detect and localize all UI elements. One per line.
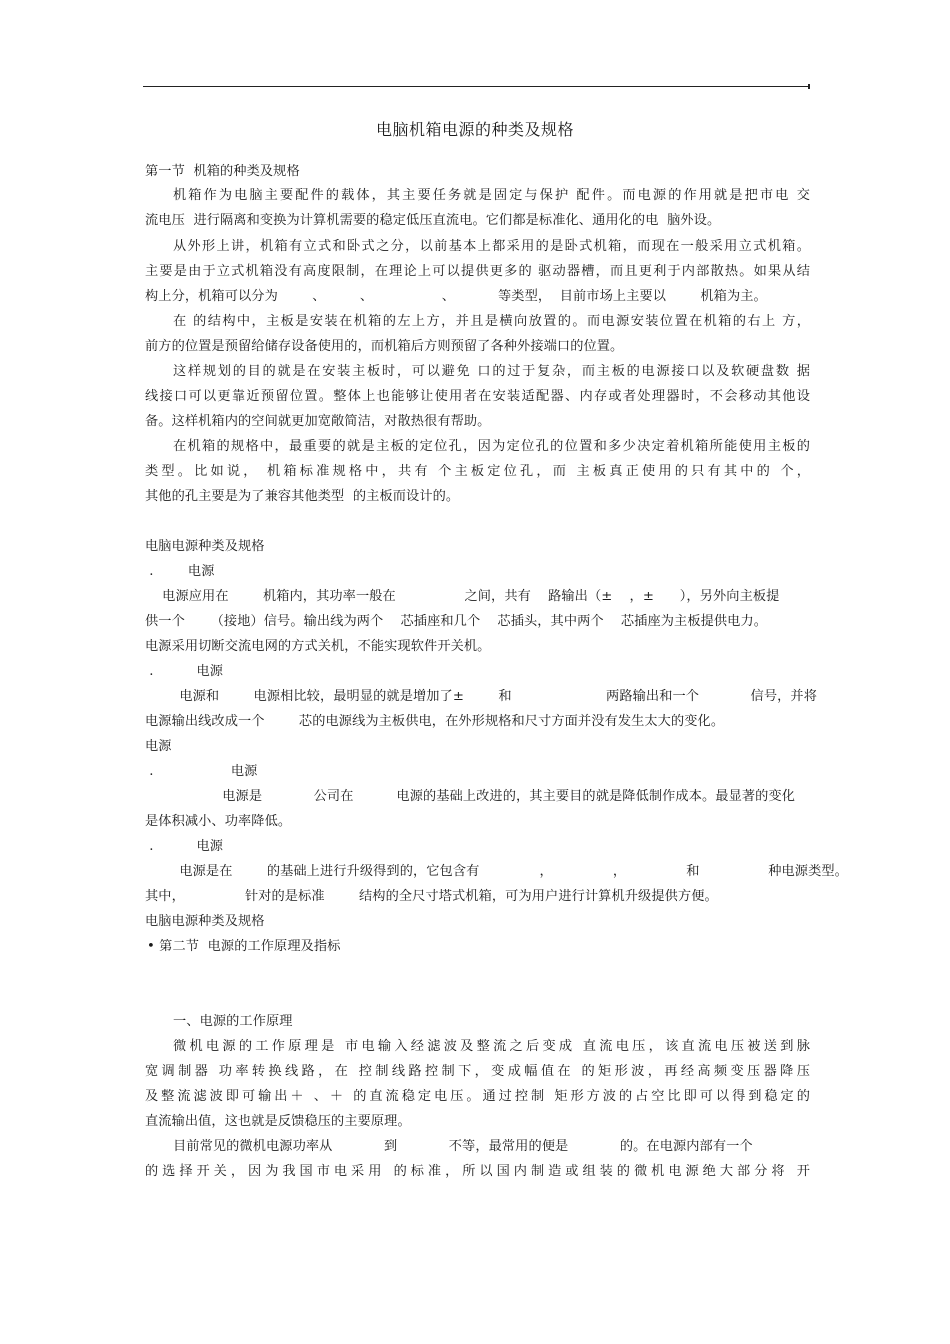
text-line: 其中， 针对的是标准 结构的全尺寸塔式机箱，可为用户进行计算机升级提供方便。 <box>145 889 718 904</box>
text-line: 电脑电源种类及规格 <box>145 914 265 929</box>
text-line: 直流输出值，这也就是反馈稳压的主要原理。 <box>145 1114 411 1129</box>
text-line: 从外形上讲，机箱有立式和卧式之分，以前基本上都采用的是卧式机箱，而现在一般采用立式机箱。 <box>173 239 810 254</box>
text-line: 电源 <box>145 739 172 754</box>
text-line: 及整流滤波即可输出＋ 、＋ 的直流稳定电压。通过控制 矩形方波的占空比即可以得到稳定的 <box>145 1089 810 1104</box>
text-line: 电脑电源种类及规格 <box>145 539 265 554</box>
text-line: 在 的结构中，主板是安装在机箱的左上方，并且是横向放置的。而电源安装位置在机箱的右上 方， <box>173 314 810 329</box>
text-line: 电源输出线改成一个 芯的电源线为主板供电，在外形规格和尺寸方面并没有发生太大的变化。 <box>145 714 725 729</box>
text-line: 机箱作为电脑主要配件的载体，其主要任务就是固定与保护 配件。而电源的作用就是把市电 交 <box>173 188 810 203</box>
text-line: 宽调制器 功率转换线路，在 控制线路控制下，变成幅值在 的矩形波，再经高频变压器降压 <box>145 1064 810 1079</box>
header-rule-tick <box>808 84 810 89</box>
text-line: 的选择开关，因为我国市电采用 的标准，所以国内制造或组装的微机电源绝大部分将 开 <box>145 1164 810 1179</box>
text-line: 这样规划的目的就是在安装主板时，可以避免 口的过于复杂，而主板的电源接口以及软硬盘数 据 <box>173 364 810 379</box>
text-line: 电源和 电源相比较，最明显的就是增加了± 和 两路输出和一个 信号，并将 <box>145 689 817 704</box>
header-rule <box>143 86 809 87</box>
text-line: . 电源 <box>145 564 215 579</box>
text-line: 第一节 机箱的种类及规格 <box>145 164 300 179</box>
text-line: 在机箱的规格中，最重要的就是主板的定位孔，因为定位孔的位置和多少决定着机箱所能使用主板的 <box>173 439 810 454</box>
text-line: 电源是在 的基础上进行升级得到的，它包含有 ， ， 和 种电源类型。 <box>145 864 848 879</box>
text-line: 供一个 （接地）信号。输出线为两个 芯插座和几个 芯插头，其中两个 芯插座为主板提供电力。 <box>145 614 768 629</box>
text-line: 电源采用切断交流电网的方式关机，不能实现软件开关机。 <box>145 639 491 654</box>
text-line: 电源应用在 机箱内，其功率一般在 之间，共有 路输出（± ，± ），另外向主板提 <box>145 589 780 604</box>
text-line: . 电源 <box>145 664 224 679</box>
text-line: 是体积减小、功率降低。 <box>145 814 292 829</box>
text-line: 类型。比如说， 机箱标准规格中，共有 个主板定位孔，而 主板真正使用的只有其中的 个， <box>145 464 810 479</box>
text-line: 其他的孔主要是为了兼容其他类型 的主板而设计的。 <box>145 489 460 504</box>
text-line: . 电源 <box>145 839 224 854</box>
text-line: 前方的位置是预留给储存设备使用的，而机箱后方则预留了各种外接端口的位置。 <box>145 339 624 354</box>
text-line: 电源是 公司在 电源的基础上改进的，其主要目的就是降低制作成本。最显著的变化 <box>145 789 796 804</box>
text-line: • 第二节 电源的工作原理及指标 <box>147 939 341 954</box>
text-line: 构上分，机箱可以分为 、 、 、 等类型， 目前市场上主要以 机箱为主。 <box>145 289 767 304</box>
text-line: 备。这样机箱内的空间就更加宽敞简洁，对散热很有帮助。 <box>145 414 491 429</box>
text-line: 线接口可以更靠近预留位置。整体上也能够让使用者在安装适配器、内存或者处理器时，不会移动其他设 <box>145 389 810 404</box>
text-line: 目前常见的微机电源功率从 到 不等，最常用的便是 的。在电源内部有一个 <box>173 1139 753 1154</box>
text-line: 流电压 进行隔离和变换为计算机需要的稳定低压直流电。它们都是标准化、通用化的电 脑外设。 <box>145 213 721 228</box>
text-line: . 电源 <box>145 764 258 779</box>
page-title: 电脑机箱电源的种类及规格 <box>375 120 574 139</box>
text-line: 主要是由于立式机箱没有高度限制，在理论上可以提供更多的 驱动器槽，而且更利于内部散热。如果从结 <box>145 264 810 279</box>
text-line: 一、电源的工作原理 <box>173 1014 293 1029</box>
text-line: 微机电源的工作原理是 市电输入经滤波及整流之后变成 直流电压，该直流电压被送到脉 <box>173 1039 810 1054</box>
